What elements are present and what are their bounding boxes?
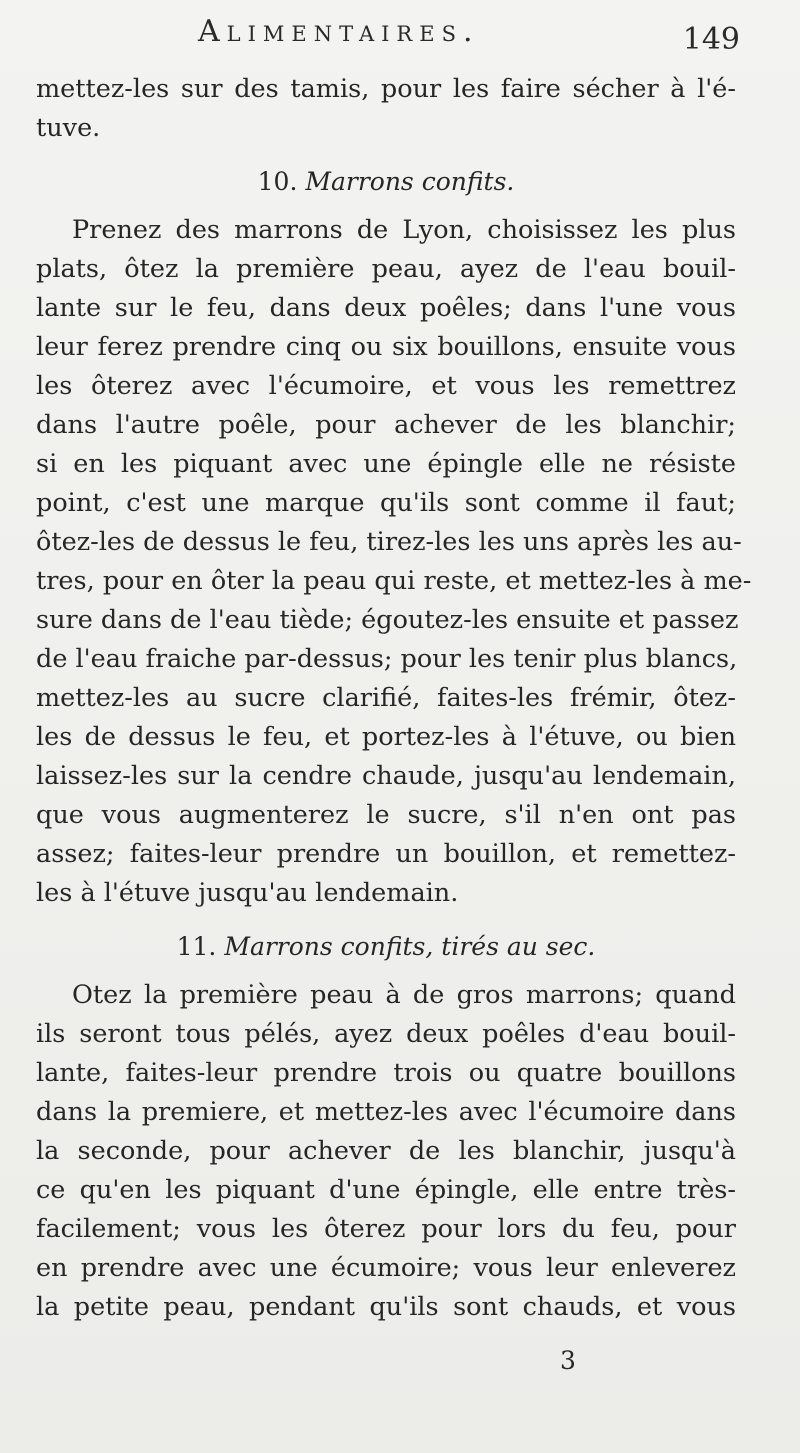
text-line: lante, faites-leur prendre trois ou quatre bouillons <box>36 1058 736 1088</box>
signature-mark: 3 <box>560 1346 576 1375</box>
text-line: la seconde, pour achever de les blanchir, jusqu'à <box>36 1136 736 1166</box>
paragraph-marrons-tires-au-sec <box>36 976 736 1327</box>
section-heading-10 <box>36 148 736 211</box>
text-line: assez; faites-leur prendre un bouillon, et remettez- <box>36 839 736 869</box>
text-line: dans l'autre poêle, pour achever de les blanchir; <box>36 410 736 440</box>
text-line: les de dessus le feu, et portez-les à l'étuve, ou bien <box>36 722 736 752</box>
text-line: dans la premiere, et mettez-les avec l'écumoire dans <box>36 1097 736 1127</box>
text-line: la petite peau, pendant qu'ils sont chauds, et vous <box>36 1292 736 1322</box>
text-line: point, c'est une marque qu'ils sont comme il faut; <box>36 488 736 518</box>
section-title: Marrons confits, tirés au sec. <box>224 932 596 961</box>
text-line: tuve. <box>36 113 101 143</box>
section-number: 11. <box>176 932 217 961</box>
text-line: facilement; vous les ôterez pour lors du feu, pour <box>36 1214 736 1244</box>
text-line: plats, ôtez la première peau, ayez de l'eau bouil- <box>36 254 736 284</box>
text-line: les ôterez avec l'écumoire, et vous les remettrez <box>36 371 736 401</box>
text-line: laissez-les sur la cendre chaude, jusqu'au lendemain, <box>36 761 736 791</box>
text-line: les à l'étuve jusqu'au lendemain. <box>36 878 459 908</box>
text-line: leur ferez prendre cinq ou six bouillons, ensuite vous <box>36 332 736 362</box>
paragraph-marrons-confits <box>36 211 752 913</box>
text-line: mettez-les sur des tamis, pour les faire sécher à l'é- <box>36 74 736 104</box>
text-line: Prenez des marrons de Lyon, choisissez les plus <box>72 215 736 245</box>
text-line: sure dans de l'eau tiède; égoutez-les ensuite et passez <box>36 605 739 635</box>
paragraph-continued <box>36 70 736 148</box>
page-number: 149 <box>682 22 740 57</box>
running-head: Alimentaires. <box>198 14 480 49</box>
text-block <box>36 70 752 1327</box>
text-line: ce qu'en les piquant d'une épingle, elle entre très- <box>36 1175 736 1205</box>
text-line: mettez-les au sucre clarifié, faites-les frémir, ôtez- <box>36 683 736 713</box>
text-line: de l'eau fraiche par-dessus; pour les tenir plus blancs, <box>36 644 738 674</box>
text-line: Otez la première peau à de gros marrons; quand <box>72 980 736 1010</box>
text-line: lante sur le feu, dans deux poêles; dans l'une vous <box>36 293 736 323</box>
text-line: tres, pour en ôter la peau qui reste, et mettez-les à me- <box>36 566 752 596</box>
section-number: 10. <box>257 167 298 196</box>
section-title: Marrons confits. <box>305 167 515 196</box>
text-line: en prendre avec une écumoire; vous leur enleverez <box>36 1253 736 1283</box>
text-line: que vous augmenterez le sucre, s'il n'en ont pas <box>36 800 736 830</box>
section-heading-11 <box>36 913 736 976</box>
text-line: si en les piquant avec une épingle elle ne résiste <box>36 449 736 479</box>
text-line: ils seront tous pélés, ayez deux poêles d'eau bouil- <box>36 1019 736 1049</box>
text-line: ôtez-les de dessus le feu, tirez-les les uns après les au- <box>36 527 742 557</box>
